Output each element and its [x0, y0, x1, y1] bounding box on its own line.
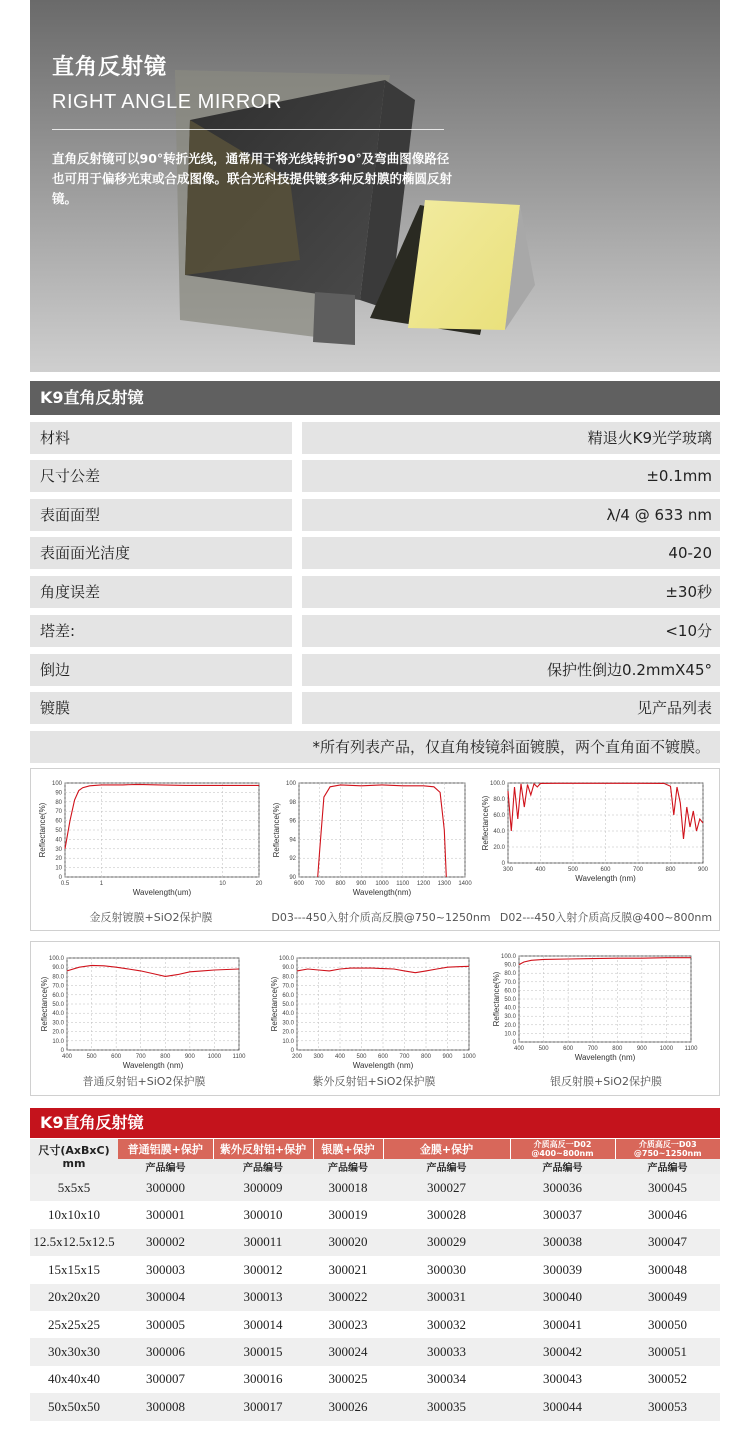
table-row: [30, 1174, 720, 1201]
y-tick-label: 70.0: [52, 983, 64, 990]
product-code-cell: 300029: [383, 1229, 510, 1256]
coating-header: 普通铝膜+保护: [118, 1139, 213, 1159]
y-tick-label: 70: [55, 809, 62, 816]
y-tick-label: 30.0: [504, 1014, 516, 1021]
y-tick-label: 90.0: [282, 965, 294, 972]
product-code-cell: 300011: [213, 1229, 313, 1256]
spec-value: λ/4 @ 633 nm: [302, 499, 720, 531]
table-row: [30, 1366, 720, 1393]
y-tick-label: 50.0: [52, 1002, 64, 1008]
hero-subtitle: RIGHT ANGLE MIRROR: [52, 91, 282, 113]
product-code-cell: 300047: [615, 1229, 720, 1256]
product-code-cell: 300018: [313, 1174, 383, 1201]
spec-label: 塔差:: [30, 615, 292, 647]
y-axis-label: Reflectance(%): [40, 976, 49, 1032]
chart-al: [39, 950, 249, 1072]
product-code-cell: 300007: [118, 1366, 213, 1393]
y-tick-label: 0: [512, 1040, 516, 1046]
x-tick-label: 1400: [458, 881, 472, 887]
y-tick-label: 60.0: [52, 992, 64, 999]
y-tick-label: 40.0: [504, 1005, 516, 1012]
y-tick-label: 10.0: [282, 1038, 294, 1045]
chart-panel-bottom: [30, 941, 720, 1096]
product-code-cell: 300039: [510, 1256, 615, 1283]
table-row: [30, 1284, 720, 1311]
spec-row-surface-flatness: [30, 499, 720, 531]
spec-value: 精退火K9光学玻璃: [302, 422, 720, 454]
x-tick-label: 500: [567, 867, 579, 873]
product-code-cell: 300006: [118, 1338, 213, 1365]
x-tick-label: 300: [313, 1054, 324, 1060]
product-code-cell: 300013: [213, 1284, 313, 1311]
code-label: 产品编号: [213, 1159, 313, 1174]
spec-label: 表面面光洁度: [30, 537, 292, 569]
spec-row-bevel: [30, 654, 720, 686]
hero-divider: [52, 129, 444, 130]
product-code-cell: 300009: [213, 1174, 313, 1201]
product-code-cell: 300026: [313, 1393, 383, 1420]
x-tick-label: 10: [219, 881, 226, 887]
y-tick-label: 80.0: [52, 974, 64, 981]
spec-label: 镀膜: [30, 692, 292, 724]
code-label: 产品编号: [118, 1159, 213, 1174]
x-tick-label: 700: [399, 1054, 410, 1060]
product-code-cell: 300015: [213, 1338, 313, 1365]
spec-row-coating: [30, 692, 720, 724]
y-tick-label: 40: [55, 837, 62, 844]
product-code-cell: 300020: [313, 1229, 383, 1256]
y-tick-label: 100.0: [500, 954, 516, 960]
product-code-cell: 300043: [510, 1366, 615, 1393]
spec-value: ±30秒: [302, 576, 720, 608]
product-table: [30, 1139, 720, 1421]
spec-label: 材料: [30, 422, 292, 454]
size-cell: 50x50x50: [30, 1393, 118, 1420]
coating-header-line2: @750~1250nm: [633, 1149, 702, 1158]
product-code-cell: 300019: [313, 1201, 383, 1228]
x-tick-label: 1000: [659, 1046, 674, 1052]
spec-row-pyramidal-error: [30, 615, 720, 647]
chart-caption: 金反射镀膜+SiO2保护膜: [89, 911, 213, 924]
y-tick-label: 0: [60, 1048, 64, 1054]
y-tick-label: 92: [289, 856, 296, 863]
product-code-cell: 300004: [118, 1284, 213, 1311]
x-tick-label: 1300: [437, 881, 451, 887]
x-tick-label: 1200: [416, 881, 431, 887]
x-tick-label: 20: [255, 881, 263, 887]
x-tick-label: 700: [314, 881, 325, 887]
x-tick-label: 1100: [684, 1046, 698, 1052]
y-axis-label: Reflectance(%): [481, 795, 490, 851]
spec-value: 见产品列表: [302, 692, 720, 724]
coating-header: 金膜+保护: [383, 1139, 510, 1159]
y-tick-label: 90.0: [52, 965, 64, 972]
y-axis-label: Reflectance(%): [270, 976, 279, 1032]
size-cell: 15x15x15: [30, 1256, 118, 1283]
spec-label: 倒边: [30, 654, 292, 686]
y-tick-label: 50.0: [282, 1002, 294, 1008]
coating-header-line2: @400~800nm: [531, 1149, 594, 1158]
size-header-label: 尺寸(AxBxC): [38, 1143, 110, 1157]
table-row: [30, 1201, 720, 1228]
chart-uv-al: [269, 950, 479, 1072]
y-tick-label: 98: [289, 799, 296, 806]
y-tick-label: 30.0: [52, 1020, 64, 1027]
x-tick-label: 800: [665, 867, 676, 873]
x-tick-label: 600: [293, 881, 305, 887]
table-row: [30, 1393, 720, 1420]
coating-header-line1: 介质高反一D03: [638, 1140, 697, 1149]
table-row: [30, 1229, 720, 1256]
x-tick-label: 400: [535, 867, 546, 873]
size-cell: 10x10x10: [30, 1201, 118, 1228]
y-tick-label: 20.0: [504, 1022, 516, 1029]
product-code-cell: 300000: [118, 1174, 213, 1201]
y-tick-label: 100.0: [48, 956, 64, 962]
product-code-cell: 300031: [383, 1284, 510, 1311]
coating-header: [510, 1139, 615, 1159]
spec-label: 尺寸公差: [30, 460, 292, 492]
x-axis-label: Wavelength (nm): [122, 1061, 184, 1070]
x-axis-label: Wavelength(um): [132, 888, 192, 897]
product-code-cell: 300048: [615, 1256, 720, 1283]
size-cell: 20x20x20: [30, 1284, 118, 1311]
y-axis-label: Reflectance(%): [38, 802, 47, 858]
product-code-cell: 300033: [383, 1338, 510, 1365]
x-axis-label: Wavelength(nm): [352, 888, 412, 897]
spec-table-title: K9直角反射镜: [30, 381, 720, 415]
y-tick-label: 100.0: [489, 781, 505, 787]
code-label: 产品编号: [313, 1159, 383, 1174]
y-tick-label: 0: [58, 875, 62, 881]
y-tick-label: 70.0: [282, 983, 294, 990]
y-tick-label: 20.0: [52, 1029, 64, 1036]
product-code-cell: 300049: [615, 1284, 720, 1311]
x-tick-label: 1000: [207, 1054, 222, 1060]
x-tick-label: 600: [563, 1046, 574, 1052]
x-axis-label: Wavelength (nm): [352, 1061, 414, 1070]
x-tick-label: 1: [99, 881, 104, 887]
y-tick-label: 100.0: [278, 956, 294, 962]
product-table-body: [30, 1174, 720, 1421]
product-code-cell: 300036: [510, 1174, 615, 1201]
y-tick-label: 0: [501, 861, 505, 867]
product-code-cell: 300037: [510, 1201, 615, 1228]
spec-row-surface-quality: [30, 537, 720, 569]
product-code-cell: 300035: [383, 1393, 510, 1420]
product-code-cell: 300003: [118, 1256, 213, 1283]
small-prism: [313, 292, 355, 345]
y-tick-label: 80.0: [282, 974, 294, 981]
y-tick-label: 100: [51, 781, 62, 787]
product-code-cell: 300044: [510, 1393, 615, 1420]
x-tick-label: 1100: [396, 881, 410, 887]
x-tick-label: 900: [442, 1054, 453, 1060]
hero-banner: [30, 0, 720, 372]
y-tick-label: 100: [285, 781, 296, 787]
x-tick-label: 800: [420, 1054, 432, 1060]
spec-row-tolerance: [30, 460, 720, 492]
spec-note: *所有列表产品，仅直角棱镜斜面镀膜，两个直角面不镀膜。: [30, 731, 720, 763]
product-code-cell: 300014: [213, 1311, 313, 1338]
table-row: [30, 1256, 720, 1283]
chart-caption: 普通反射铝+SiO2保护膜: [82, 1075, 206, 1088]
product-code-cell: 300017: [213, 1393, 313, 1420]
y-tick-label: 30: [55, 846, 62, 853]
size-cell: 30x30x30: [30, 1338, 118, 1365]
y-tick-label: 80: [55, 799, 62, 806]
x-tick-label: 900: [184, 1054, 195, 1060]
coating-header: 银膜+保护: [313, 1139, 383, 1159]
product-code-cell: 300027: [383, 1174, 510, 1201]
y-tick-label: 20.0: [493, 845, 505, 851]
x-tick-label: 900: [356, 881, 367, 887]
product-code-cell: 300022: [313, 1284, 383, 1311]
code-label: 产品编号: [510, 1159, 615, 1174]
product-code-cell: 300032: [383, 1311, 510, 1338]
y-tick-label: 60.0: [493, 813, 505, 819]
size-column-header: [30, 1139, 118, 1174]
x-tick-label: 800: [160, 1054, 171, 1060]
product-code-cell: 300010: [213, 1201, 313, 1228]
y-tick-label: 90.0: [504, 962, 516, 969]
product-code-cell: 300002: [118, 1229, 213, 1256]
chart-caption: 紫外反射铝+SiO2保护膜: [312, 1075, 436, 1088]
product-code-cell: 300024: [313, 1338, 383, 1365]
y-tick-label: 50.0: [504, 997, 516, 1003]
x-tick-label: 600: [600, 867, 611, 873]
y-tick-label: 96: [289, 818, 296, 825]
table-row: [30, 1338, 720, 1365]
chart-ag: [489, 950, 699, 1072]
x-tick-label: 800: [335, 881, 346, 887]
chart-caption: D03---450入射介质高反膜@750~1250nm: [271, 911, 491, 924]
coating-header: [615, 1139, 720, 1159]
x-axis-label: Wavelength (nm): [574, 1053, 636, 1062]
product-code-cell: 300008: [118, 1393, 213, 1420]
table-row: [30, 1311, 720, 1338]
hero-title: 直角反射镜: [52, 55, 168, 80]
size-cell: 25x25x25: [30, 1311, 118, 1338]
chart-caption: 银反射膜+SiO2保护膜: [550, 1075, 662, 1088]
y-tick-label: 80.0: [493, 797, 505, 803]
spec-value: 40-20: [302, 537, 720, 569]
product-code-cell: 300050: [615, 1311, 720, 1338]
y-tick-label: 40.0: [52, 1011, 64, 1018]
y-tick-label: 10: [55, 865, 62, 872]
y-tick-label: 60: [55, 818, 62, 825]
product-code-cell: 300053: [615, 1393, 720, 1420]
y-tick-label: 40.0: [493, 829, 505, 835]
x-tick-label: 600: [111, 1054, 122, 1060]
x-tick-label: 0.5: [60, 881, 70, 887]
x-tick-label: 1000: [462, 1054, 476, 1060]
product-code-cell: 300016: [213, 1366, 313, 1393]
spec-value: ±0.1mm: [302, 460, 720, 492]
product-code-cell: 300028: [383, 1201, 510, 1228]
x-tick-label: 600: [377, 1054, 389, 1060]
size-cell: 40x40x40: [30, 1366, 118, 1393]
spec-row-material: [30, 422, 720, 454]
code-label: 产品编号: [615, 1159, 720, 1174]
spec-label: 角度误差: [30, 576, 292, 608]
product-code-cell: 300038: [510, 1229, 615, 1256]
spec-row-angle-error: [30, 576, 720, 608]
coating-header-line1: 介质高反一D02: [533, 1140, 592, 1149]
code-label: 产品编号: [383, 1159, 510, 1174]
product-code-cell: 300052: [615, 1366, 720, 1393]
product-code-cell: 300012: [213, 1256, 313, 1283]
size-header-unit: mm: [62, 1156, 86, 1170]
x-tick-label: 200: [291, 1054, 303, 1060]
chart-gold: [37, 777, 265, 907]
spec-label: 表面面型: [30, 499, 292, 531]
product-code-cell: 300030: [383, 1256, 510, 1283]
x-tick-label: 700: [632, 867, 644, 873]
x-tick-label: 700: [587, 1046, 598, 1052]
product-code-cell: 300005: [118, 1311, 213, 1338]
x-tick-label: 500: [86, 1054, 97, 1060]
size-cell: 5x5x5: [30, 1174, 118, 1201]
y-tick-label: 30.0: [282, 1020, 294, 1027]
y-tick-label: 40.0: [282, 1011, 294, 1018]
y-tick-label: 94: [289, 837, 296, 844]
product-code-cell: 300041: [510, 1311, 615, 1338]
chart-panel-top: [30, 768, 720, 931]
product-code-cell: 300042: [510, 1338, 615, 1365]
y-tick-label: 0: [290, 1048, 294, 1054]
y-tick-label: 90: [55, 790, 62, 797]
x-tick-label: 900: [697, 867, 709, 873]
product-code-cell: 300046: [615, 1201, 720, 1228]
yellow-prism-face: [408, 200, 520, 330]
product-code-cell: 300023: [313, 1311, 383, 1338]
y-tick-label: 20: [55, 856, 62, 863]
y-axis-label: Reflectance(%): [492, 971, 501, 1027]
x-tick-label: 500: [356, 1054, 367, 1060]
x-tick-label: 300: [502, 867, 514, 873]
spec-value: 保护性倒边0.2mmX45°: [302, 654, 720, 686]
y-tick-label: 70.0: [504, 979, 516, 986]
y-tick-label: 10.0: [52, 1038, 64, 1045]
y-tick-label: 20.0: [282, 1029, 294, 1036]
x-tick-label: 500: [538, 1046, 549, 1052]
y-tick-label: 60.0: [282, 992, 294, 999]
x-tick-label: 1100: [232, 1054, 246, 1060]
size-cell: 12.5x12.5x12.5: [30, 1229, 118, 1256]
x-tick-label: 400: [334, 1054, 346, 1060]
product-code-cell: 300051: [615, 1338, 720, 1365]
chart-d03: [271, 777, 471, 907]
x-axis-label: Wavelength (nm): [575, 874, 636, 883]
x-tick-label: 900: [636, 1046, 647, 1052]
hero-description: 直角反射镜可以90°转折光线，通常用于将光线转折90°及弯曲图像路径也可用于偏移光束或合成图像。联合光科技提供镀多种反射膜的椭圆反射镜。: [52, 151, 453, 206]
y-axis-label: Reflectance(%): [272, 802, 281, 858]
product-code-cell: 300045: [615, 1174, 720, 1201]
y-tick-label: 10.0: [504, 1031, 516, 1038]
product-code-cell: 300021: [313, 1256, 383, 1283]
product-table-title: K9直角反射镜: [30, 1108, 720, 1138]
product-code-cell: 300001: [118, 1201, 213, 1228]
x-tick-label: 700: [135, 1054, 146, 1060]
product-code-cell: 300034: [383, 1366, 510, 1393]
x-tick-label: 1000: [375, 881, 389, 887]
product-code-cell: 300025: [313, 1366, 383, 1393]
x-tick-label: 400: [513, 1046, 525, 1052]
y-tick-label: 80.0: [504, 971, 516, 978]
y-tick-label: 90: [289, 875, 296, 881]
coating-header: 紫外反射铝+保护: [213, 1139, 313, 1159]
spec-value: <10分: [302, 615, 720, 647]
chart-d02: [481, 777, 711, 907]
y-tick-label: 60.0: [504, 988, 516, 995]
product-code-cell: 300040: [510, 1284, 615, 1311]
x-tick-label: 400: [61, 1054, 73, 1060]
chart-caption: D02---450入射介质高反膜@400~800nm: [499, 911, 713, 924]
x-tick-label: 800: [612, 1046, 623, 1052]
y-tick-label: 50: [55, 828, 62, 834]
